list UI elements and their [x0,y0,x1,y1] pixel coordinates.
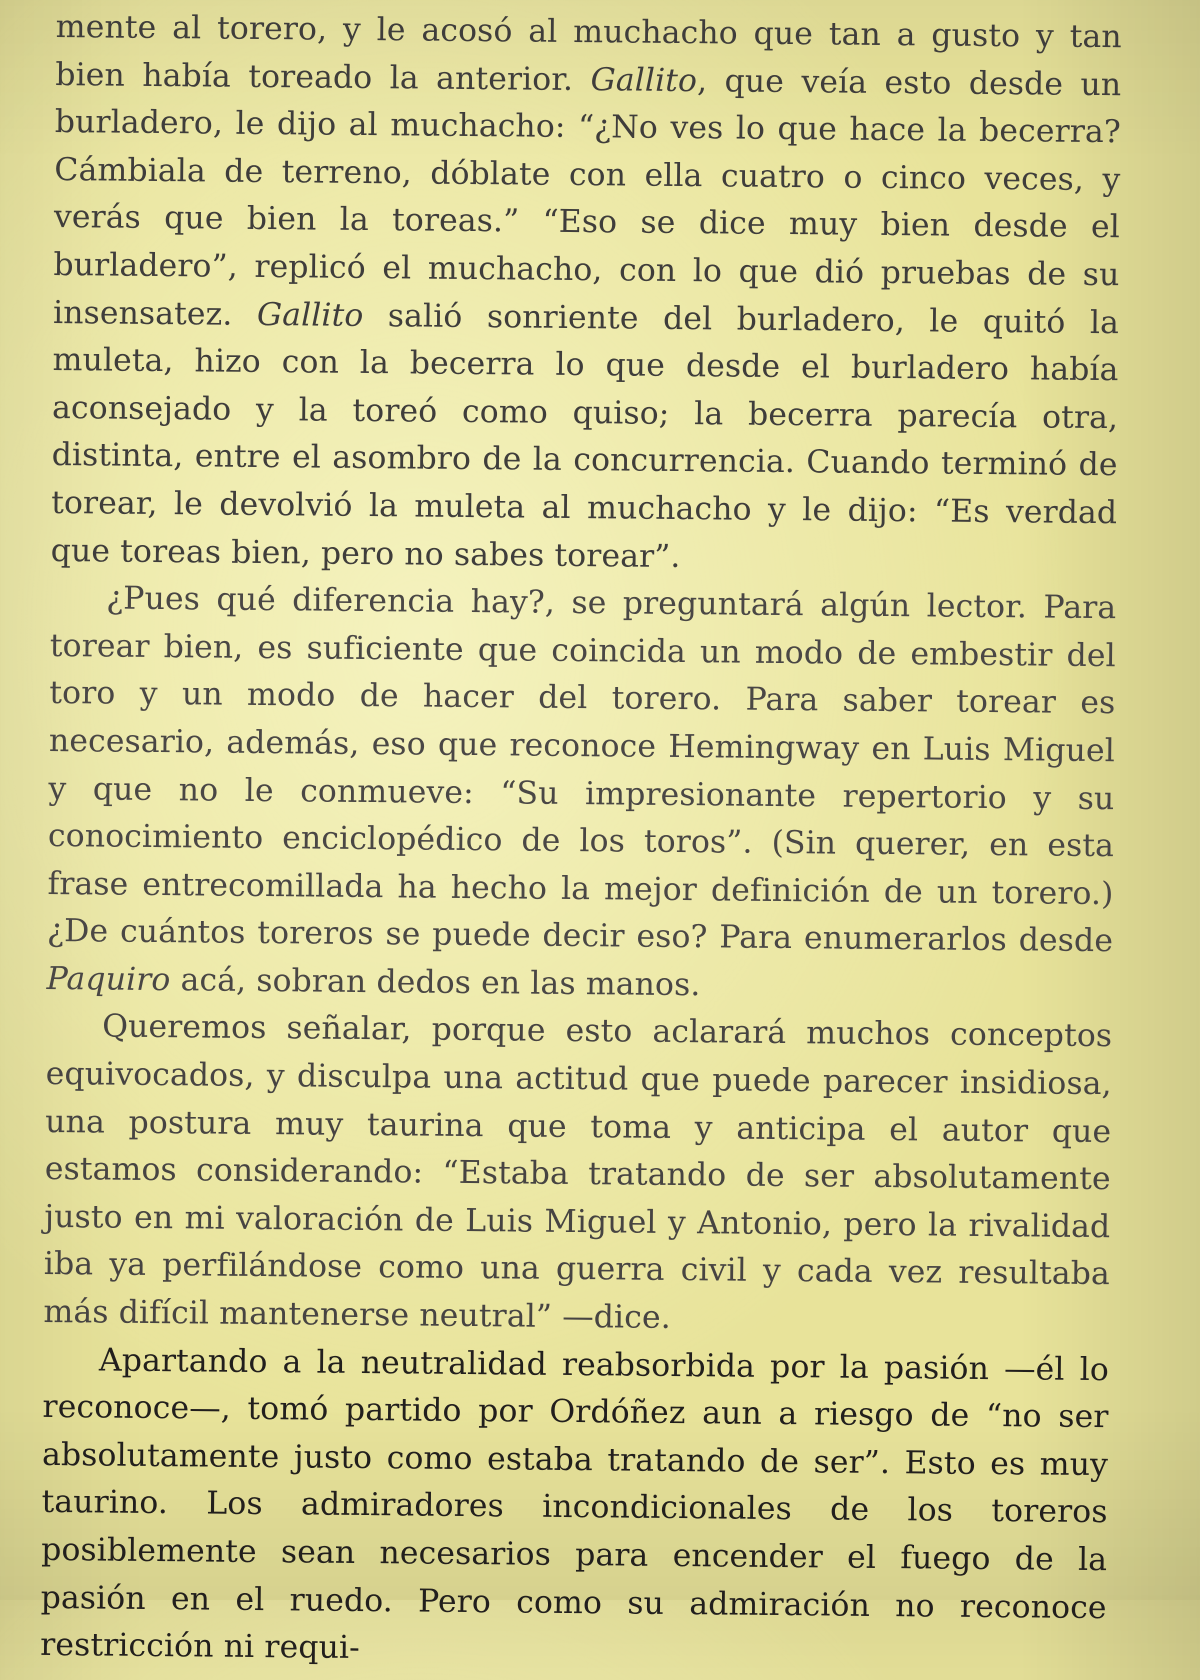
paragraph-1-text: salió sonriente del burladero, le quitó la muleta, hizo con la becerra lo que desde el burladero había aconsejado y la toreó como quiso; la becerra parecía otra, distinta, entre el asombro de la concurrencia. Cuando terminó de torear, le devolvió la muleta al muchacho y le dijo: “Es verdad que toreas bien, pero no sabes torear”. [50,297,1120,575]
book-page [40,4,1122,1667]
paragraph-1-text: , que veía esto desde un burladero, le dijo al muchacho: “¿No ves lo que hace la becerra? Cámbiala de terreno, dóblate con ella cuatro o cinco veces, y verás que bien la toreas.” “Eso se dice muy bien desde el burladero”, replicó el muchacho, con lo que dió pruebas de su insensatez. [52,62,1122,333]
italic-name-gallito: Gallito [256,296,364,334]
paragraph-1-text: mente al torero, y le acosó al muchacho que tan a gusto y tan bien había toreado la anterior. [55,8,1122,98]
paragraph-4 [40,1337,1109,1680]
paragraph-2-text: acá, sobran dedos en las manos. [170,962,701,1004]
paragraph-3-text: Queremos señalar, porque esto aclarará muchos conceptos equivocados, y disculpa una actitud que puede parecer insidiosa, una postura muy taurina que toma y anticipa el autor que estamos considerando: “Estaba tratando de ser absolutamente justo en mi valoración de Luis Miguel y Antonio, pero la rivalidad iba ya perfilándose como una guerra civil y cada vez resultaba más difícil mantenerse neutral” —dice. [43,1008,1113,1336]
paragraph-4-text: Apartando a la neutralidad reabsorbida por la pasión —él lo reconoce—, tomó partido por Ordóñez aun a riesgo de “no ser absolutamente justo como estaba tratando de ser”. Esto es muy taurino. Los admiradores incondicionales de los toreros posiblemente sean necesarios para encender el fuego de la pasión en el ruedo. Pero como su admiración no reconoce restricción ni requi- [40,1342,1110,1667]
paragraph-2 [46,575,1116,1014]
paragraph-3 [43,1003,1112,1346]
italic-name-paquiro: Paquiro [46,960,171,999]
italic-name-gallito: Gallito [590,61,698,99]
paragraph-2-text: ¿Pues qué diferencia hay?, se preguntará algún lector. Para torear bien, es suficiente que coincida un modo de embestir del toro y un modo de hacer del torero. Para saber torear es necesario, además, eso que reconoce Hemingway en Luis Miguel y que no le conmueve: “Su impresionante repertorio y su conocimiento enciclopédico de los toros”. (Sin querer, en esta frase entrecomillada ha hecho la mejor definición de un torero.) ¿De cuántos toreros se puede decir eso? Para enumerarlos desde [46,580,1117,960]
paragraph-1 [51,4,1122,585]
